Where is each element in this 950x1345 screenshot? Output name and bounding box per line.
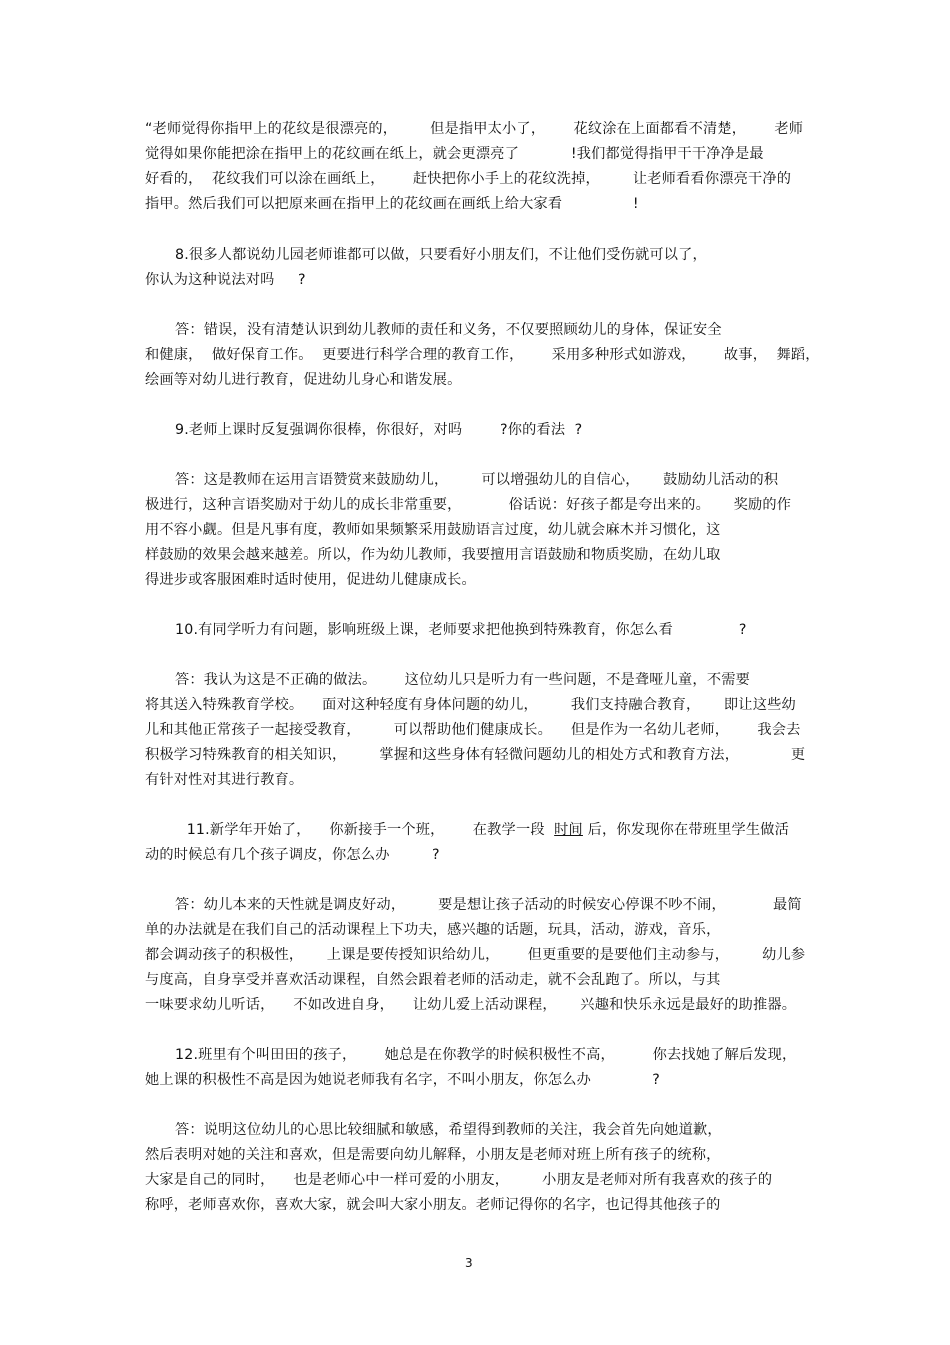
- text-line: 觉得如果你能把涂在指甲上的花纹画在纸上，就会更漂亮了 !我们都觉得指甲干干净净是最: [145, 146, 764, 162]
- q11-text-before: 11.新学年开始了， 你新接手一个班， 在教学一段: [182, 822, 555, 838]
- text-line: 和健康， 做好保育工作。 更要进行科学合理的教育工作， 采用多种形式如游戏， 故事， 舞蹈，: [145, 347, 820, 363]
- text-line: 样鼓励的效果会越来越差。所以，作为幼儿教师，我要擅用言语鼓励和物质奖励，在幼儿取: [145, 547, 721, 563]
- text-line: “老师觉得你指甲上的花纹是很漂亮的， 但是指甲太小了， 花纹涂在上面都看不清楚， 老师: [145, 121, 804, 137]
- text-line: 有针对性对其进行教育。: [145, 772, 304, 788]
- text-line: 单的办法就是在我们自己的活动课程上下功夫，感兴趣的话题，玩具，活动，游戏，音乐，: [145, 922, 721, 938]
- text-line: 然后表明对她的关注和喜欢，但是需要向幼儿解释，小朋友是老师对班上所有孩子的统称，: [145, 1147, 721, 1163]
- text-line: 绘画等对幼儿进行教育，促进幼儿身心和谐发展。: [145, 372, 462, 388]
- answer-12: 答：说明这位幼儿的心思比较细腻和敏感，希望得到教师的关注，我会首先向她道歉，: [175, 1122, 722, 1138]
- question-12: 12.班里有个叫田田的孩子， 她总是在你教学的时候积极性不高， 你去找她了解后发现，: [175, 1047, 797, 1063]
- text-line: 指甲。然后我们可以把原来画在指甲上的花纹画在画纸上给大家看 !: [145, 196, 639, 212]
- q11-text-after: 后，你发现你在带班里学生做活: [582, 822, 790, 838]
- answer-9: 答：这是教师在运用言语赞赏来鼓励幼儿， 可以增强幼儿的自信心， 鼓励幼儿活动的积: [175, 472, 779, 488]
- text-line: 积极学习特殊教育的相关知识， 掌握和这些身体有轻微问题幼儿的相处方式和教育方法， 更: [145, 747, 806, 763]
- text-line: 称呼，老师喜欢你，喜欢大家，就会叫大家小朋友。老师记得你的名字，也记得其他孩子的: [145, 1197, 721, 1213]
- text-line: 得进步或客服困难时适时使用，促进幼儿健康成长。: [145, 572, 476, 588]
- text-line: 用不容小觑。但是凡事有度，教师如果频繁采用鼓励语言过度，幼儿就会麻木并习惯化，这: [145, 522, 721, 538]
- question-8: 8.很多人都说幼儿园老师谁都可以做，只要看好小朋友们，不让他们受伤就可以了，: [175, 247, 707, 263]
- text-line: 与度高，自身享受并喜欢活动课程，自然会跟着老师的活动走，就不会乱跑了。所以，与其: [145, 972, 721, 988]
- text-line: 动的时候总有几个孩子调皮，你怎么办 ?: [145, 847, 440, 863]
- question-9: 9.老师上课时反复强调你很棒，你很好，对吗 ?你的看法 ?: [175, 422, 583, 438]
- answer-10: 答：我认为这是不正确的做法。 这位幼儿只是听力有一些问题，不是聋哑儿童，不需要: [175, 672, 750, 688]
- q11-underlined-word: 时间: [554, 822, 583, 838]
- text-line: 大家是自己的同时， 也是老师心中一样可爱的小朋友， 小朋友是老师对所有我喜欢的孩子的: [145, 1172, 773, 1188]
- text-line: 极进行，这种言语奖励对于幼儿的成长非常重要， 俗话说：好孩子都是夸出来的。 奖励的作: [145, 497, 792, 513]
- text-line: 好看的， 花纹我们可以涂在画纸上， 赶快把你小手上的花纹洗掉， 让老师看看你漂亮干净的: [145, 171, 792, 187]
- answer-8: 答：错误，没有清楚认识到幼儿教师的责任和义务，不仅要照顾幼儿的身体，保证安全: [175, 322, 722, 338]
- text-line: 将其送入特殊教育学校。 面对这种轻度有身体问题的幼儿， 我们支持融合教育， 即让这些幼: [145, 697, 796, 713]
- text-line: 她上课的积极性不高是因为她说老师我有名字，不叫小朋友，你怎么办 ?: [145, 1072, 660, 1088]
- question-10: 10.有同学听力有问题，影响班级上课，老师要求把他换到特殊教育，你怎么看 ?: [175, 622, 747, 638]
- question-11: [182, 820, 789, 840]
- text-line: 都会调动孩子的积极性， 上课是要传授知识给幼儿， 但更重要的是要他们主动参与， 幼儿参: [145, 947, 806, 963]
- text-line: 一味要求幼儿听话， 不如改进自身， 让幼儿爱上活动课程， 兴趣和快乐永远是最好的助推器。: [145, 997, 797, 1013]
- text-line: 你认为这种说法对吗 ?: [145, 272, 306, 288]
- page-number: 3: [465, 1256, 473, 1270]
- answer-11: 答：幼儿本来的天性就是调皮好动， 要是想让孩子活动的时候安心停课不吵不闹， 最简: [175, 897, 802, 913]
- text-line: 儿和其他正常孩子一起接受教育， 可以帮助他们健康成长。 但是作为一名幼儿老师， 我会去: [145, 722, 801, 738]
